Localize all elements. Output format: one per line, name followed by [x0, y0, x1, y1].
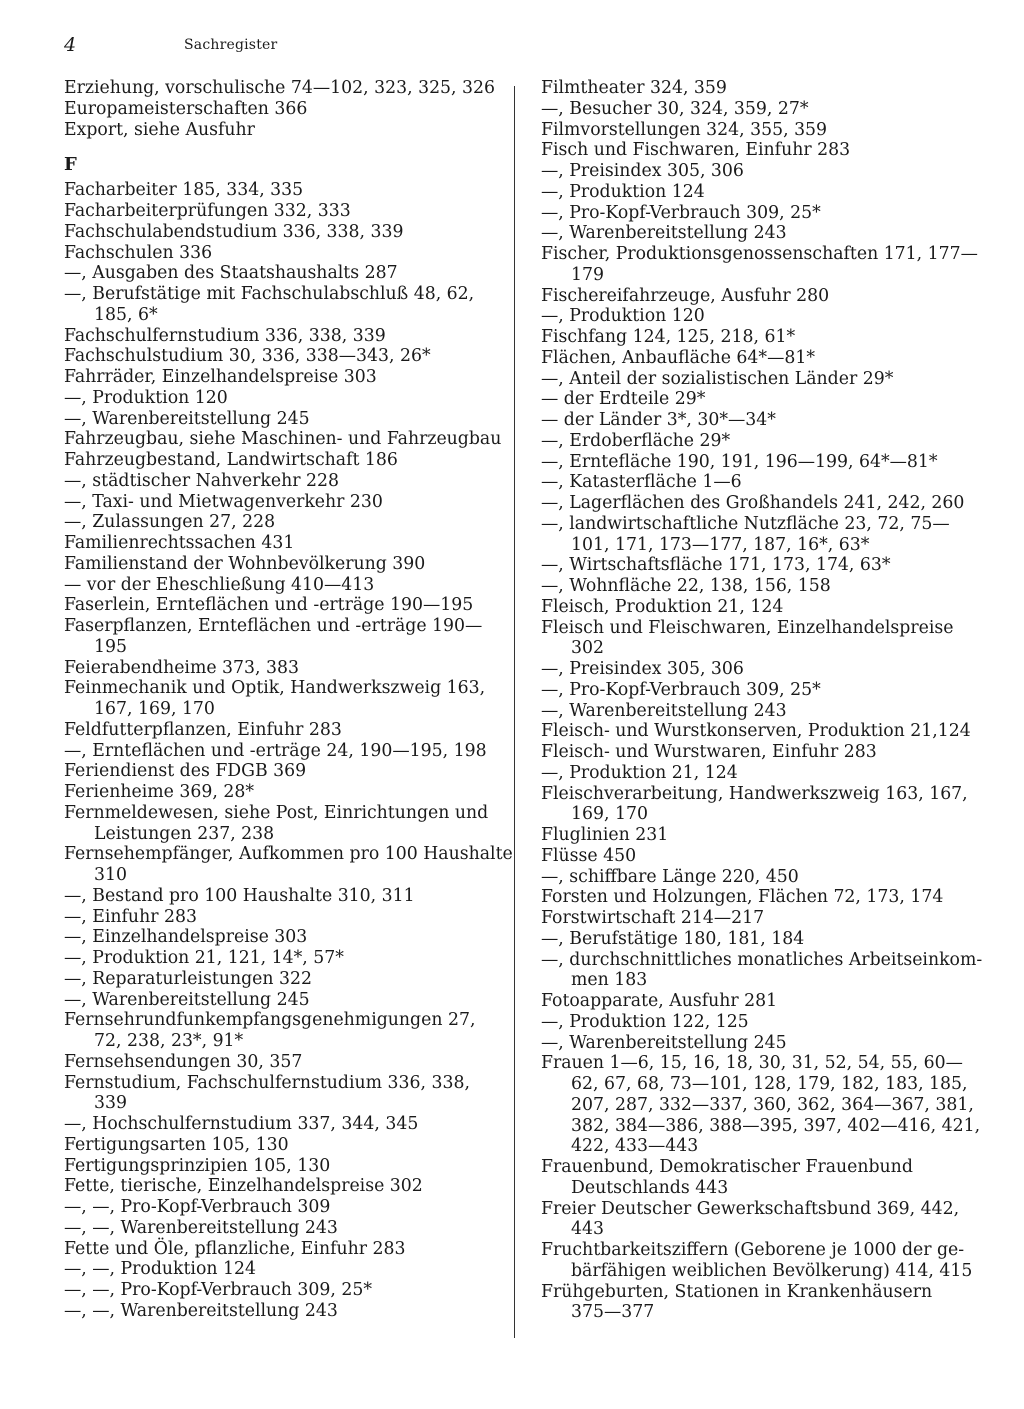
index-entry: Fleisch- und Wurstkonserven, Produktion 21,124 [541, 721, 971, 742]
index-entry: —, Produktion 120 [64, 387, 228, 408]
index-entry: —, Reparaturleistungen 322 [64, 968, 313, 989]
index-entry: 422, 433—443 [571, 1136, 699, 1157]
index-entry: 375—377 [571, 1302, 655, 1323]
column-divider [514, 86, 515, 1338]
index-entry: Forstwirtschaft 214—217 [541, 908, 765, 928]
index-entry: —, Anteil der sozialistischen Länder 29* [541, 368, 894, 389]
index-entry: —, Taxi- und Mietwagenverkehr 230 [64, 491, 383, 512]
index-entry: 185, 6* [94, 304, 158, 325]
index-entry: —, Erdoberfläche 29* [541, 430, 731, 451]
index-entry: 101, 171, 173—177, 187, 16*, 63* [571, 534, 870, 555]
index-entry: —, Einzelhandelspreise 303 [64, 927, 308, 948]
index-entry: Freier Deutscher Gewerkschaftsbund 369, 442, [541, 1198, 960, 1219]
index-entry: —, —, Warenbereitstellung 243 [64, 1217, 338, 1238]
index-entry: Fertigungsarten 105, 130 [64, 1134, 289, 1155]
index-entry: Feriendienst des FDGB 369 [64, 761, 307, 782]
index-entry: 62, 67, 68, 73—101, 128, 179, 182, 183, 185, [571, 1074, 968, 1094]
index-entry: Flächen, Anbaufläche 64*—81* [541, 347, 815, 368]
index-entry: —, Hochschulfernstudium 337, 344, 345 [64, 1114, 419, 1134]
index-entry: —, Preisindex 305, 306 [541, 659, 744, 679]
page-number: 4 [64, 34, 77, 56]
index-entry: 339 [94, 1093, 127, 1114]
index-entry: —, —, Warenbereitstellung 243 [64, 1300, 338, 1321]
index-entry: Deutschlands 443 [571, 1177, 729, 1198]
index-entry: Fleisch- und Wurstwaren, Einfuhr 283 [541, 742, 877, 762]
index-column-left [64, 78, 513, 1322]
index-entry: —, Produktion 21, 121, 14*, 57* [64, 948, 344, 968]
index-entry: —, Warenbereitstellung 245 [64, 408, 310, 429]
index-entry: Fischfang 124, 125, 218, 61* [541, 327, 796, 347]
index-entry: Flüsse 450 [541, 845, 637, 866]
index-entry: Fertigungsprinzipien 105, 130 [64, 1155, 331, 1176]
index-entry: —, Ausgaben des Staatshaushalts 287 [64, 263, 398, 284]
index-entry: —, Besucher 30, 324, 359, 27* [541, 98, 809, 119]
index-entry: Fachschulstudium 30, 336, 338—343, 26* [64, 346, 431, 367]
index-entry: Fisch und Fischwaren, Einfuhr 283 [541, 140, 851, 161]
index-entry: Fahrzeugbestand, Landwirtschaft 186 [64, 450, 398, 470]
index-entry: —, Berufstätige mit Fachschulabschluß 48, 62, [64, 284, 475, 304]
index-entry: —, Warenbereitstellung 245 [64, 989, 310, 1010]
index-entry: Feldfutterpflanzen, Einfuhr 283 [64, 719, 342, 740]
index-entry: —, landwirtschaftliche Nutzfläche 23, 72, 75— [541, 513, 950, 534]
index-entry: Fachschulen 336 [64, 242, 213, 263]
index-entry: Export, siehe Ausfuhr [64, 119, 255, 140]
index-entry: Fischereifahrzeuge, Ausfuhr 280 [541, 285, 830, 306]
index-entry: 167, 169, 170 [94, 699, 215, 719]
index-entry: Fleisch, Produktion 21, 124 [541, 596, 784, 617]
index-entry: Familienrechtssachen 431 [64, 533, 295, 553]
index-entry: —, städtischer Nahverkehr 228 [64, 470, 339, 491]
index-entry: 207, 287, 332—337, 360, 362, 364—367, 381, [571, 1094, 974, 1115]
index-column-right [541, 78, 983, 1323]
index-entry: —, Produktion 122, 125 [541, 1011, 749, 1032]
index-entry: 382, 384—386, 388—395, 397, 402—416, 421, [571, 1115, 981, 1136]
index-entry: Frauen 1—6, 15, 16, 18, 30, 31, 52, 54, 55, 60— [541, 1053, 963, 1074]
index-entry: Frühgeburten, Stationen in Krankenhäusern [541, 1281, 933, 1302]
index-entry: —, Katasterfläche 1—6 [541, 472, 742, 493]
index-entry: Fernmeldewesen, siehe Post, Einrichtungen und [64, 802, 489, 823]
index-entry: —, Warenbereitstellung 243 [541, 223, 787, 244]
index-entry: —, —, Pro-Kopf-Verbrauch 309, 25* [64, 1280, 372, 1300]
index-entry: —, Pro-Kopf-Verbrauch 309, 25* [541, 679, 821, 700]
running-title: Sachregister [184, 37, 278, 53]
index-entry: —, Bestand pro 100 Haushalte 310, 311 [64, 885, 415, 906]
index-entry: Fruchtbarkeitsziffern (Geborene je 1000 der ge- [541, 1240, 965, 1260]
index-entry: Faserlein, Ernteflächen und -erträge 190—195 [64, 595, 474, 616]
index-entry: —, Berufstätige 180, 181, 184 [541, 928, 805, 949]
index-entry: Feinmechanik und Optik, Handwerkszweig 163, [64, 678, 486, 699]
index-entry: Fleisch und Fleischwaren, Einzelhandelspreise [541, 617, 954, 638]
index-entry: Filmtheater 324, 359 [541, 78, 727, 98]
index-entry: 310 [94, 865, 127, 885]
index-entry: — der Länder 3*, 30*—34* [541, 410, 776, 430]
index-entry: —, Einfuhr 283 [64, 906, 197, 927]
index-entry: Familienstand der Wohnbevölkerung 390 [64, 553, 426, 574]
index-entry: 443 [571, 1219, 604, 1240]
index-entry: Forsten und Holzungen, Flächen 72, 173, 174 [541, 887, 944, 908]
index-entry: —, Produktion 120 [541, 306, 705, 327]
index-entry: —, Zulassungen 27, 228 [64, 512, 276, 533]
index-entry: 302 [571, 638, 604, 659]
index-entry: Leistungen 237, 238 [94, 823, 275, 844]
index-entry: Fernsehrundfunkempfangsgenehmigungen 27, [64, 1010, 476, 1031]
index-entry: —, durchschnittliches monatliches Arbeitseinkom- [541, 949, 983, 970]
index-entry: Fahrräder, Einzelhandelspreise 303 [64, 367, 377, 387]
index-entry: Erziehung, vorschulische 74—102, 323, 325, 326 [64, 78, 496, 98]
index-entry: — der Erdteile 29* [541, 389, 706, 410]
index-entry: —, Warenbereitstellung 243 [541, 700, 787, 721]
index-entry: —, Produktion 21, 124 [541, 762, 738, 783]
index-entry: Facharbeiterprüfungen 332, 333 [64, 201, 351, 221]
index-entry: —, Preisindex 305, 306 [541, 161, 744, 181]
index-entry: Fleischverarbeitung, Handwerkszweig 163, 167, [541, 783, 968, 804]
index-entry: Faserpflanzen, Ernteflächen und -erträge 190— [64, 616, 483, 636]
index-entry: —, Erntefläche 190, 191, 196—199, 64*—81* [541, 451, 938, 472]
index-entry: Fahrzeugbau, siehe Maschinen- und Fahrzeugbau [64, 429, 502, 450]
index-entry: bärfähigen weiblichen Bevölkerung) 414, 415 [571, 1260, 973, 1281]
index-entry: Fischer, Produktionsgenossenschaften 171, 177— [541, 244, 978, 264]
index-entry: 72, 238, 23*, 91* [94, 1031, 244, 1051]
index-entry: —, —, Produktion 124 [64, 1259, 256, 1280]
index-entry: —, Produktion 124 [541, 181, 705, 202]
index-entry: —, Warenbereitstellung 245 [541, 1032, 787, 1053]
index-entry: —, —, Pro-Kopf-Verbrauch 309 [64, 1197, 331, 1217]
index-entry: —, schiffbare Länge 220, 450 [541, 866, 799, 887]
index-entry: Feierabendheime 373, 383 [64, 657, 300, 678]
index-entry: —, Wirtschaftsfläche 171, 173, 174, 63* [541, 555, 891, 576]
index-entry: men 183 [571, 970, 648, 991]
index-entry: 195 [94, 636, 127, 657]
index-entry: Fluglinien 231 [541, 825, 669, 845]
index-entry: Filmvorstellungen 324, 355, 359 [541, 119, 828, 140]
index-entry: Fernsehempfänger, Aufkommen pro 100 Haushalte [64, 844, 513, 865]
index-entry: —, Pro-Kopf-Verbrauch 309, 25* [541, 202, 821, 223]
index-entry: Fernsehsendungen 30, 357 [64, 1051, 303, 1072]
index-entry: Facharbeiter 185, 334, 335 [64, 180, 304, 201]
index-entry: — vor der Eheschließung 410—413 [64, 574, 375, 595]
index-entry: Fette und Öle, pflanzliche, Einfuhr 283 [64, 1238, 406, 1259]
index-entry: Frauenbund, Demokratischer Frauenbund [541, 1157, 913, 1177]
section-letter: F [64, 154, 77, 176]
index-entry: Fotoapparate, Ausfuhr 281 [541, 991, 778, 1011]
index-entry: —, Lagerflächen des Großhandels 241, 242, 260 [541, 493, 965, 513]
index-entry: —, Wohnfläche 22, 138, 156, 158 [541, 576, 831, 596]
index-entry: 179 [571, 264, 604, 285]
index-entry: Fette, tierische, Einzelhandelspreise 302 [64, 1176, 423, 1197]
index-entry: 169, 170 [571, 804, 648, 825]
index-entry: Ferienheime 369, 28* [64, 782, 255, 802]
index-entry: Fernstudium, Fachschulfernstudium 336, 338, [64, 1072, 470, 1093]
index-entry: —, Ernteflächen und -erträge 24, 190—195, 198 [64, 740, 487, 761]
index-entry: Fachschulabendstudium 336, 338, 339 [64, 221, 404, 242]
index-entry: Fachschulfernstudium 336, 338, 339 [64, 325, 386, 346]
index-entry: Europameisterschaften 366 [64, 98, 308, 119]
